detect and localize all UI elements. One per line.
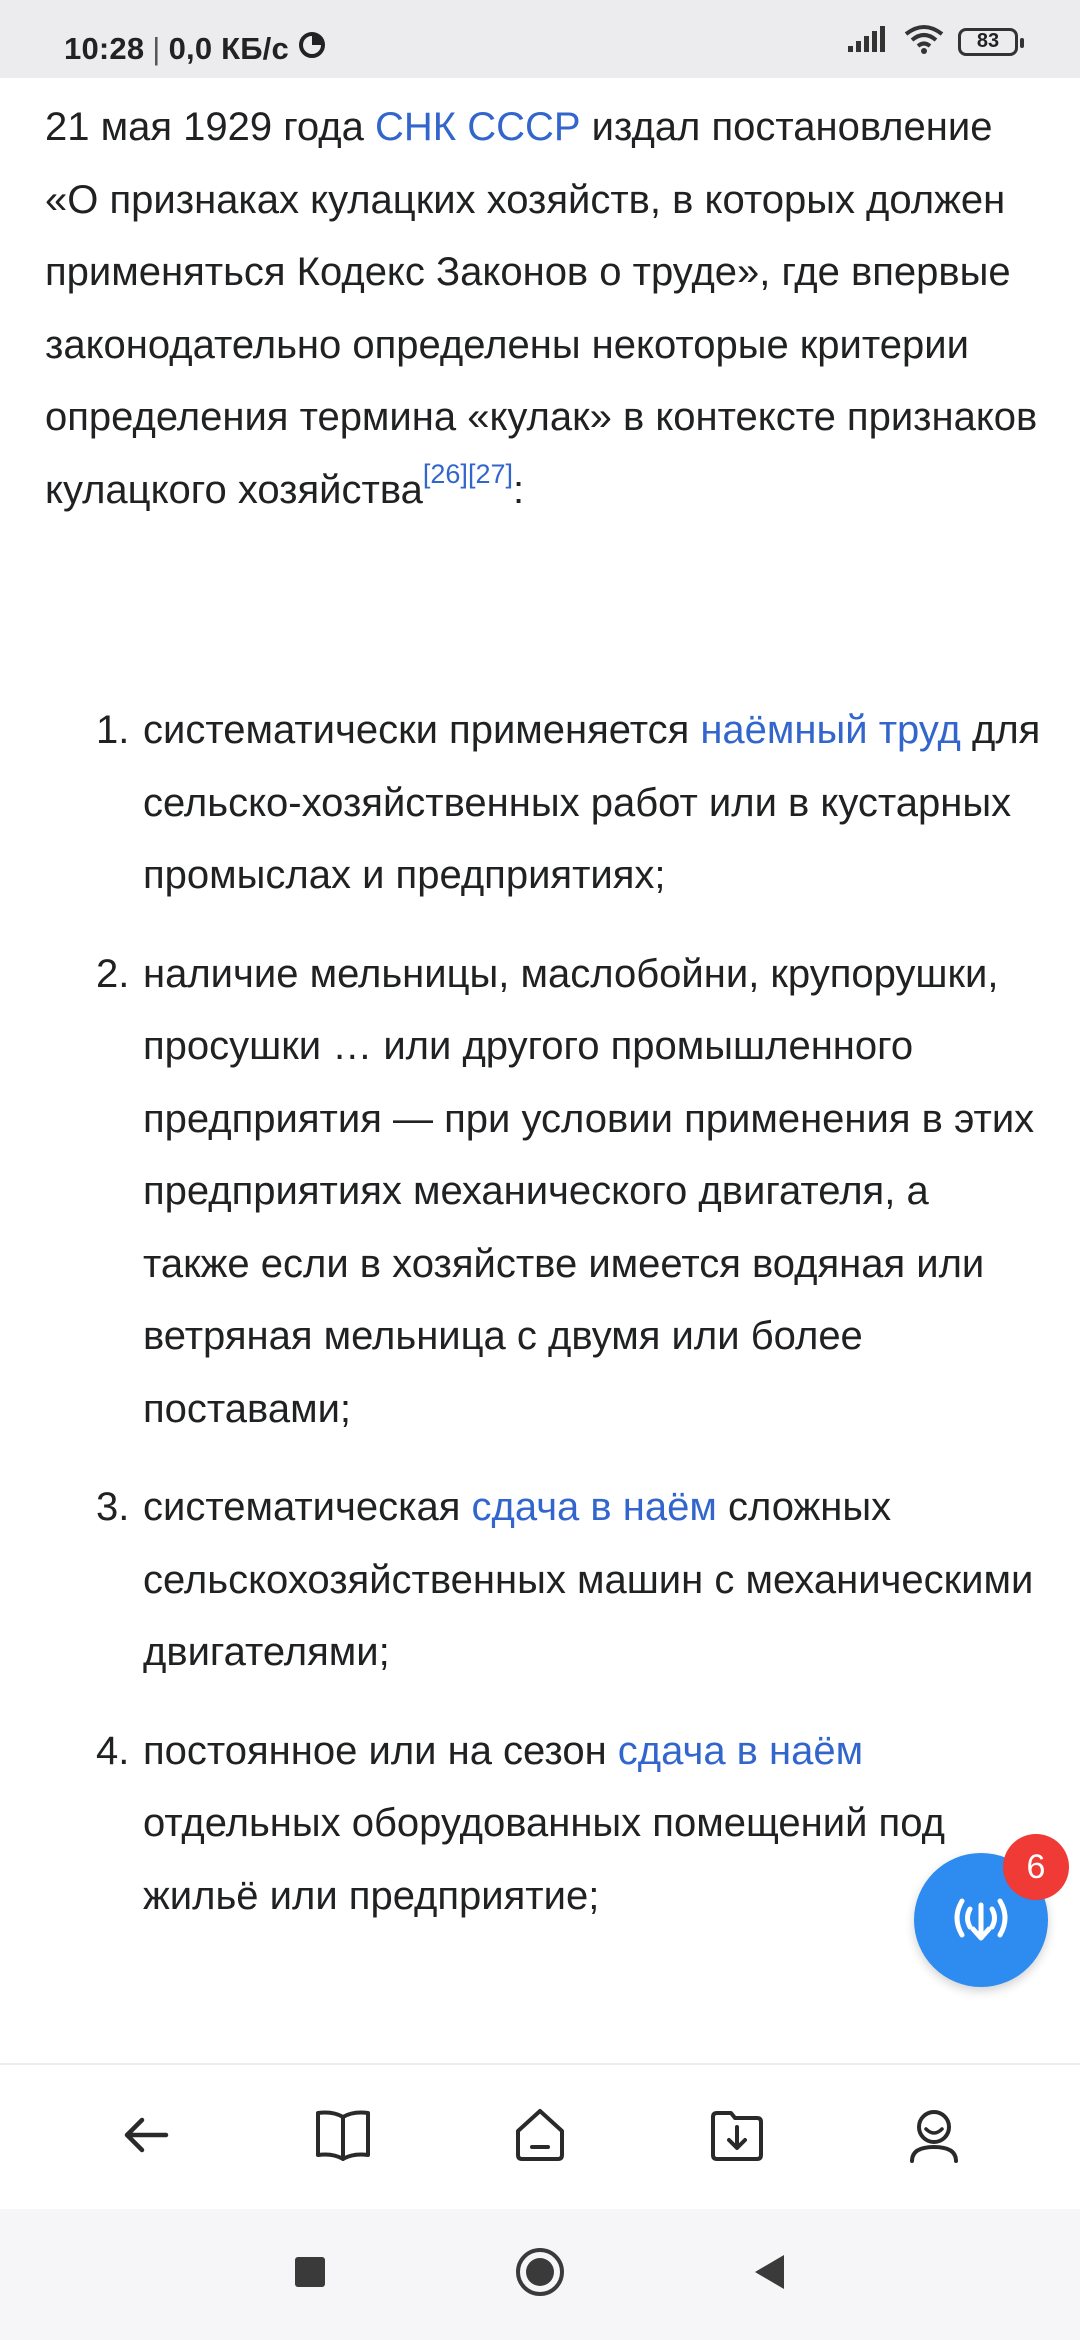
link-snk-sssr[interactable]: СНК СССР [375, 105, 581, 149]
reading-list-button[interactable] [298, 2092, 388, 2182]
system-back-button[interactable] [735, 2240, 805, 2310]
link-rental[interactable]: сдача в наём [617, 1728, 864, 1773]
list-item-number: 1. [96, 708, 130, 752]
link-hired-labor[interactable]: наёмный труд [700, 708, 961, 752]
status-separator: | [152, 31, 161, 66]
reading-list-icon [313, 2107, 373, 2168]
system-navigation [0, 2209, 1080, 2340]
home-button[interactable] [505, 2240, 575, 2310]
back-triangle-icon [750, 2252, 790, 2297]
battery-level: 83 [976, 30, 1000, 52]
reference-27[interactable]: [27] [467, 458, 513, 489]
status-right [846, 24, 1018, 59]
list-item [0, 694, 1043, 912]
saved-icon [707, 2107, 767, 2168]
list-item-text: сложных сельскохозяйственных машин с механическими двигателями; [143, 1485, 1034, 1674]
battery-icon [958, 28, 1018, 56]
intro-text-before-link: 21 мая 1929 года [45, 105, 375, 149]
notification-badge: 6 [1003, 1834, 1069, 1900]
list-item [0, 1715, 1043, 1933]
explore-button[interactable] [495, 2092, 585, 2182]
bottom-navigation [0, 2063, 1080, 2209]
explore-icon [510, 2105, 570, 2170]
list-item-text: постоянное или на сезон [143, 1728, 618, 1773]
criteria-list [0, 694, 1080, 1932]
list-item-text: наличие мельницы, маслобойни, крупорушки, просушки … или другого промышленного предприятия — при условии применения в этих предприятиях механического двигателя, а также если в хозяйстве имеется водяная или ветряная мельница с двумя или более поставами; [143, 951, 1035, 1431]
list-item [0, 938, 1043, 1446]
account-icon [904, 2105, 964, 2170]
wifi-icon [904, 24, 944, 59]
listen-icon [944, 1881, 1018, 1960]
sync-icon [297, 30, 327, 68]
intro-text-after-link: издал постановление «О признаках кулацких хозяйств, в которых должен применяться Кодекс Законов о труде», где впервые законодательно определены некоторые критерии определения термина «кулак» в контексте признаков кулацкого хозяйства [45, 105, 1038, 512]
list-item-number: 4. [96, 1728, 130, 1773]
status-bar [0, 0, 1080, 78]
link-rental[interactable]: сдача в наём [471, 1485, 717, 1529]
list-item-text: систематически применяется [143, 708, 701, 752]
recents-icon [292, 2254, 328, 2295]
signal-icon [846, 24, 890, 59]
network-speed: 0,0 КБ/с [168, 31, 289, 66]
home-icon [514, 2246, 566, 2303]
list-item-text: систематическая [143, 1485, 472, 1529]
list-item-number: 2. [96, 951, 130, 996]
list-item-text: отдельных оборудованных помещений под жильё или предприятие; [143, 1801, 945, 1918]
list-item-number: 3. [96, 1485, 130, 1529]
reference-26[interactable]: [26] [422, 458, 468, 489]
recents-button[interactable] [275, 2240, 345, 2310]
status-time: 10:28 [64, 31, 145, 66]
article-content[interactable] [0, 78, 1080, 2063]
list-item-text: для сельско-хозяйственных работ или в кустарных промыслах и предприятиях; [143, 708, 1041, 897]
intro-paragraph [45, 91, 1045, 526]
list-item [0, 1471, 1043, 1689]
back-icon [120, 2109, 172, 2166]
back-button[interactable] [101, 2092, 191, 2182]
intro-colon: : [512, 467, 525, 512]
saved-button[interactable] [692, 2092, 782, 2182]
account-button[interactable] [889, 2092, 979, 2182]
status-left [64, 30, 327, 68]
